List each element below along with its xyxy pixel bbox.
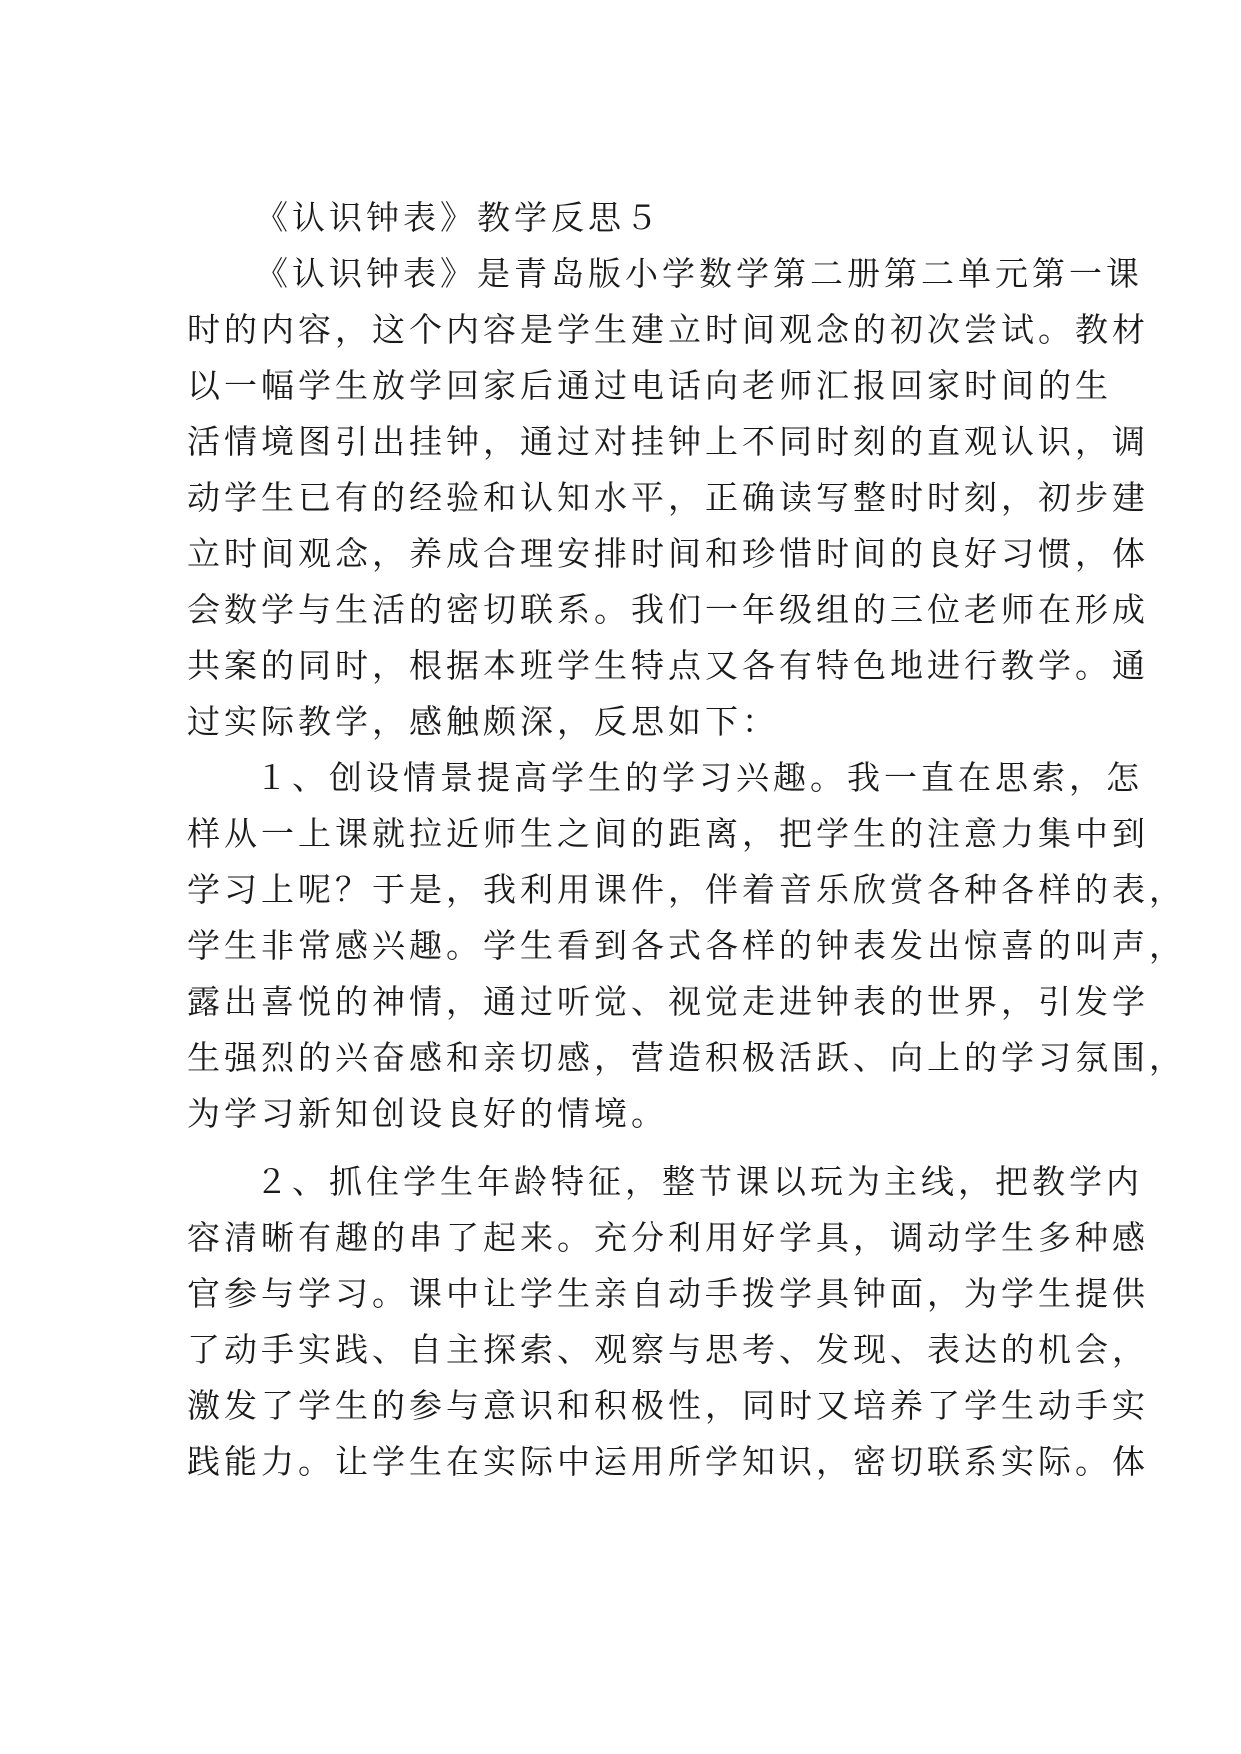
document-title: 《认识钟表》教学反思５	[255, 198, 662, 237]
text-line: 以一幅学生放学回家后通过电话向老师汇报回家时间的生	[187, 366, 1112, 405]
text-line: 《认识钟表》是青岛版小学数学第二册第二单元第一课	[255, 254, 1143, 293]
text-line: １、创设情景提高学生的学习兴趣。我一直在思索，怎	[255, 758, 1143, 797]
text-line: 样从一上课就拉近师生之间的距离，把学生的注意力集中到	[187, 814, 1149, 853]
text-line: 活情境图引出挂钟，通过对挂钟上不同时刻的直观认识，调	[187, 422, 1149, 461]
paragraph-2	[187, 750, 1186, 1142]
text-line: 共案的同时，根据本班学生特点又各有特色地进行教学。通	[187, 646, 1149, 685]
text-line: 生强烈的兴奋感和亲切感，营造积极活跃、向上的学习氛围，	[187, 1038, 1186, 1077]
text-line: 时的内容，这个内容是学生建立时间观念的初次尝试。教材	[187, 310, 1149, 349]
text-line: 了动手实践、自主探索、观察与思考、发现、表达的机会，	[187, 1330, 1149, 1369]
paragraph-1	[187, 246, 1149, 750]
paragraph-spacer	[187, 1142, 1067, 1154]
text-line: 立时间观念，养成合理安排时间和珍惜时间的良好习惯，体	[187, 534, 1149, 573]
text-line: 践能力。让学生在实际中运用所学知识，密切联系实际。体	[187, 1442, 1149, 1481]
text-line: 动学生已有的经验和认知水平，正确读写整时时刻，初步建	[187, 478, 1149, 517]
text-line: 过实际教学，感触颇深，反思如下：	[187, 702, 779, 741]
text-line: 激发了学生的参与意识和积极性，同时又培养了学生动手实	[187, 1386, 1149, 1425]
text-line: 露出喜悦的神情，通过听觉、视觉走进钟表的世界，引发学	[187, 982, 1149, 1021]
document-body	[187, 190, 1186, 1490]
text-line: 官参与学习。课中让学生亲自动手拨学具钟面，为学生提供	[187, 1274, 1149, 1313]
text-line: 学生非常感兴趣。学生看到各式各样的钟表发出惊喜的叫声，	[187, 926, 1186, 965]
text-line: 为学习新知创设良好的情境。	[187, 1094, 668, 1133]
text-line: 学习上呢？于是，我利用课件，伴着音乐欣赏各种各样的表，	[187, 870, 1186, 909]
text-line: 会数学与生活的密切联系。我们一年级组的三位老师在形成	[187, 590, 1149, 629]
paragraph-3	[187, 1154, 1149, 1490]
text-line: 容清晰有趣的串了起来。充分利用好学具，调动学生多种感	[187, 1218, 1149, 1257]
text-line: ２、抓住学生年龄特征，整节课以玩为主线，把教学内	[255, 1162, 1143, 1201]
